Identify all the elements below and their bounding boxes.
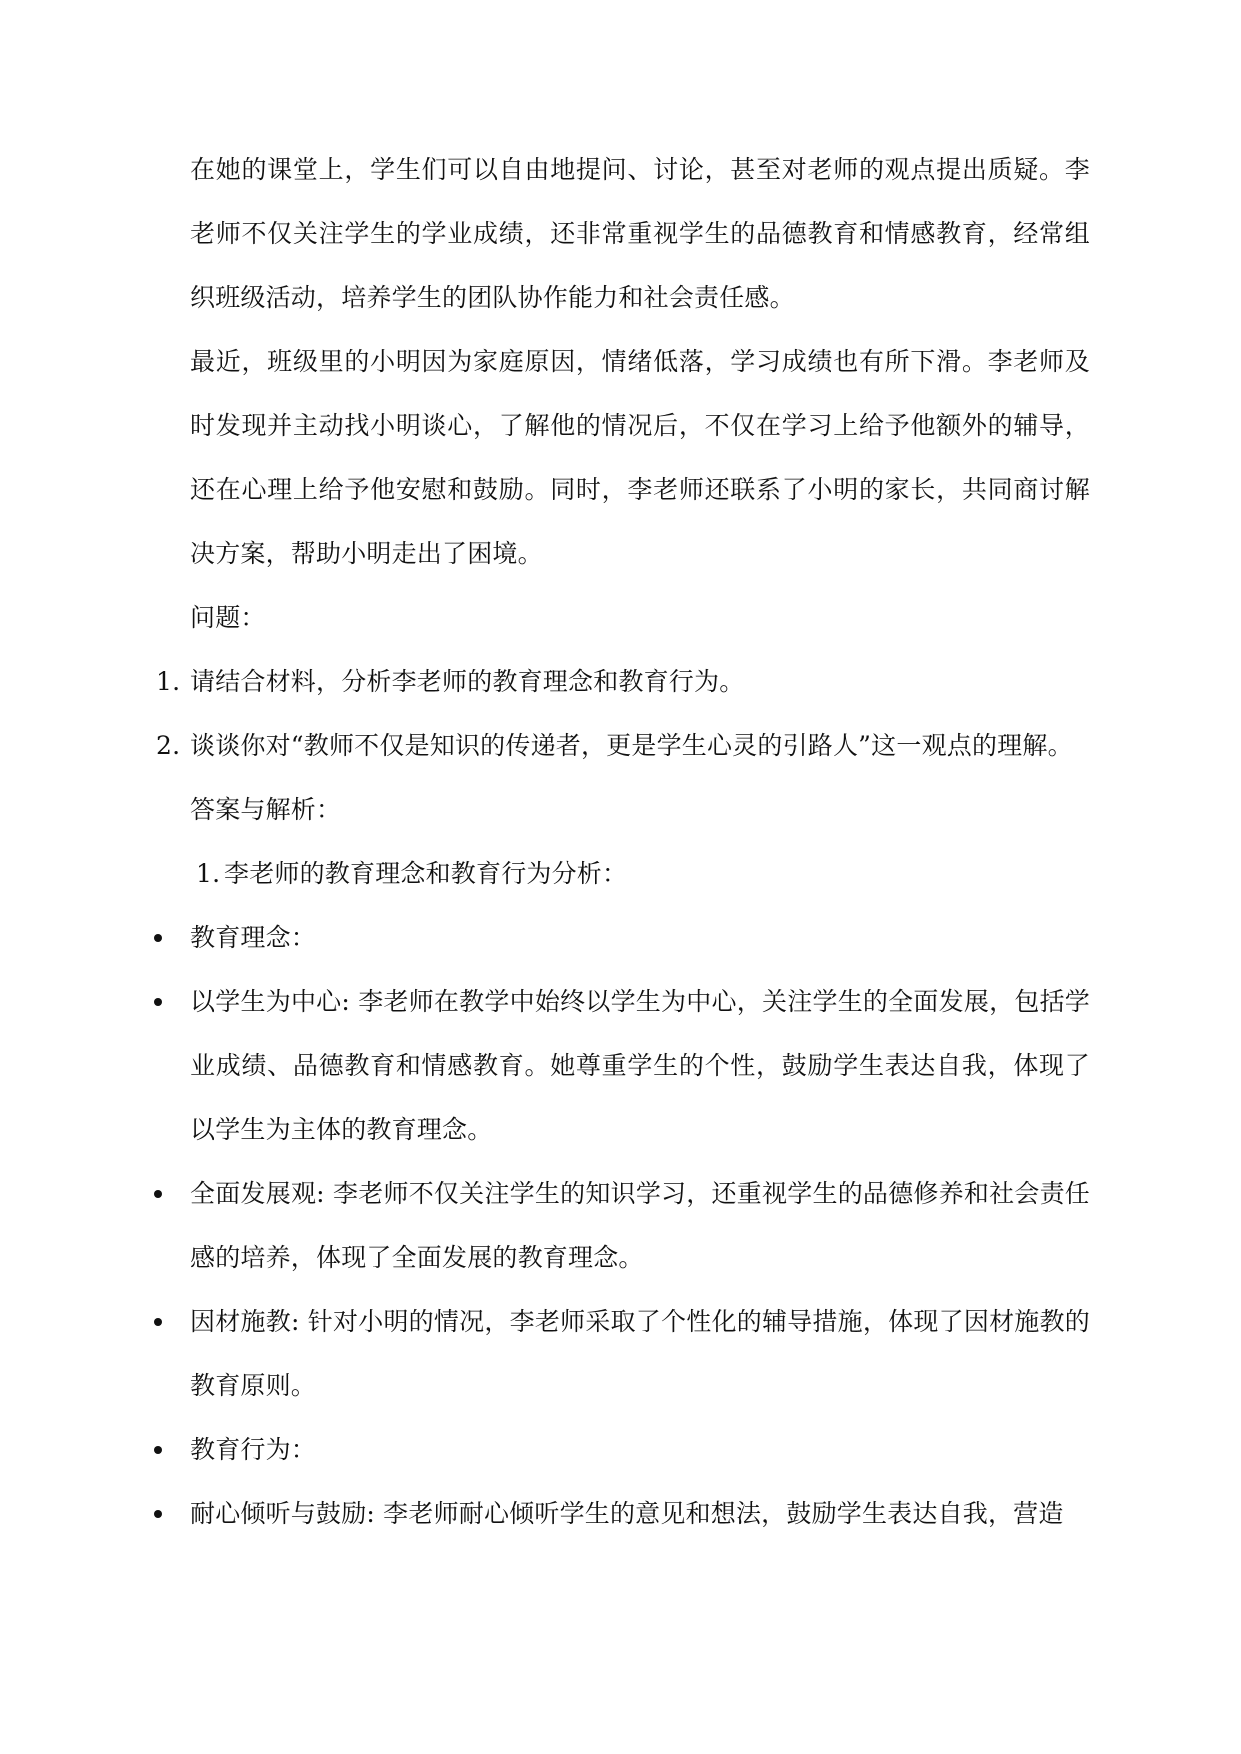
bullet-term: 全面发展观: — [190, 1179, 325, 1208]
bullet-item — [154, 1162, 1090, 1290]
answer-subheading-text: 李老师的教育理念和教育行为分析： — [224, 859, 628, 888]
question-number: 1. — [156, 667, 181, 696]
paragraph-classroom: 在她的课堂上，学生们可以自由地提问、讨论，甚至对老师的观点提出质疑。李老师不仅关注学生的学业成绩，还非常重视学生的品德教育和情感教育，经常组织班级活动，培养学生的团队协作能力和社会责任感。 — [190, 155, 1090, 312]
document-body — [156, 138, 1091, 1546]
answer-heading: 答案与解析： — [190, 795, 342, 824]
question-text: 请结合材料，分析李老师的教育理念和教育行为。 — [190, 667, 745, 696]
question-item — [156, 714, 1090, 778]
bullet-term: 以学生为中心: — [190, 987, 351, 1016]
answer-number: 1. — [196, 859, 221, 888]
bullet-term: 因材施教: — [190, 1307, 300, 1336]
bullet-item — [154, 1290, 1090, 1418]
questions-heading: 问题： — [190, 603, 266, 632]
bullet-dot-icon — [154, 1446, 162, 1454]
bullet-text: 李老师在教学中始终以学生为中心，关注学生的全面发展，包括学业成绩、品德教育和情感教育。她尊重学生的个性，鼓励学生表达自我，体现了以学生为主体的教育理念。 — [190, 987, 1091, 1144]
bullet-dot-icon — [154, 998, 162, 1006]
answer-subheading — [190, 842, 1090, 906]
bullet-dot-icon — [154, 1318, 162, 1326]
bullet-dot-icon — [154, 1190, 162, 1198]
bullet-text: 针对小明的情况，李老师采取了个性化的辅导措施，体现了因材施教的教育原则。 — [190, 1307, 1090, 1400]
question-item — [156, 650, 1090, 714]
bullet-dot-icon — [154, 1510, 162, 1518]
paragraph-xiaoming: 最近，班级里的小明因为家庭原因，情绪低落，学习成绩也有所下滑。李老师及时发现并主动找小明谈心，了解他的情况后，不仅在学习上给予他额外的辅导，还在心理上给予他安慰和鼓励。同时，李老师还联系了小明的家长，共同商讨解决方案，帮助小明走出了困境。 — [190, 347, 1090, 568]
question-number: 2. — [156, 731, 181, 760]
bullet-item — [154, 970, 1090, 1162]
bullet-text: 李老师耐心倾听学生的意见和想法，鼓励学生表达自我，营造 — [375, 1499, 1064, 1528]
bullet-text: 教育理念： — [190, 923, 317, 952]
bullet-dot-icon — [154, 934, 162, 942]
bullet-item — [154, 1418, 1090, 1482]
bullet-item — [154, 1482, 1090, 1546]
question-text: 谈谈你对“教师不仅是知识的传递者，更是学生心灵的引路人”这一观点的理解。 — [190, 731, 1073, 760]
bullet-text: 教育行为： — [190, 1435, 317, 1464]
bullet-text: 李老师不仅关注学生的知识学习，还重视学生的品德修养和社会责任感的培养，体现了全面发展的教育理念。 — [190, 1179, 1091, 1272]
bullet-item — [154, 906, 1090, 970]
bullet-term: 耐心倾听与鼓励: — [190, 1499, 376, 1528]
